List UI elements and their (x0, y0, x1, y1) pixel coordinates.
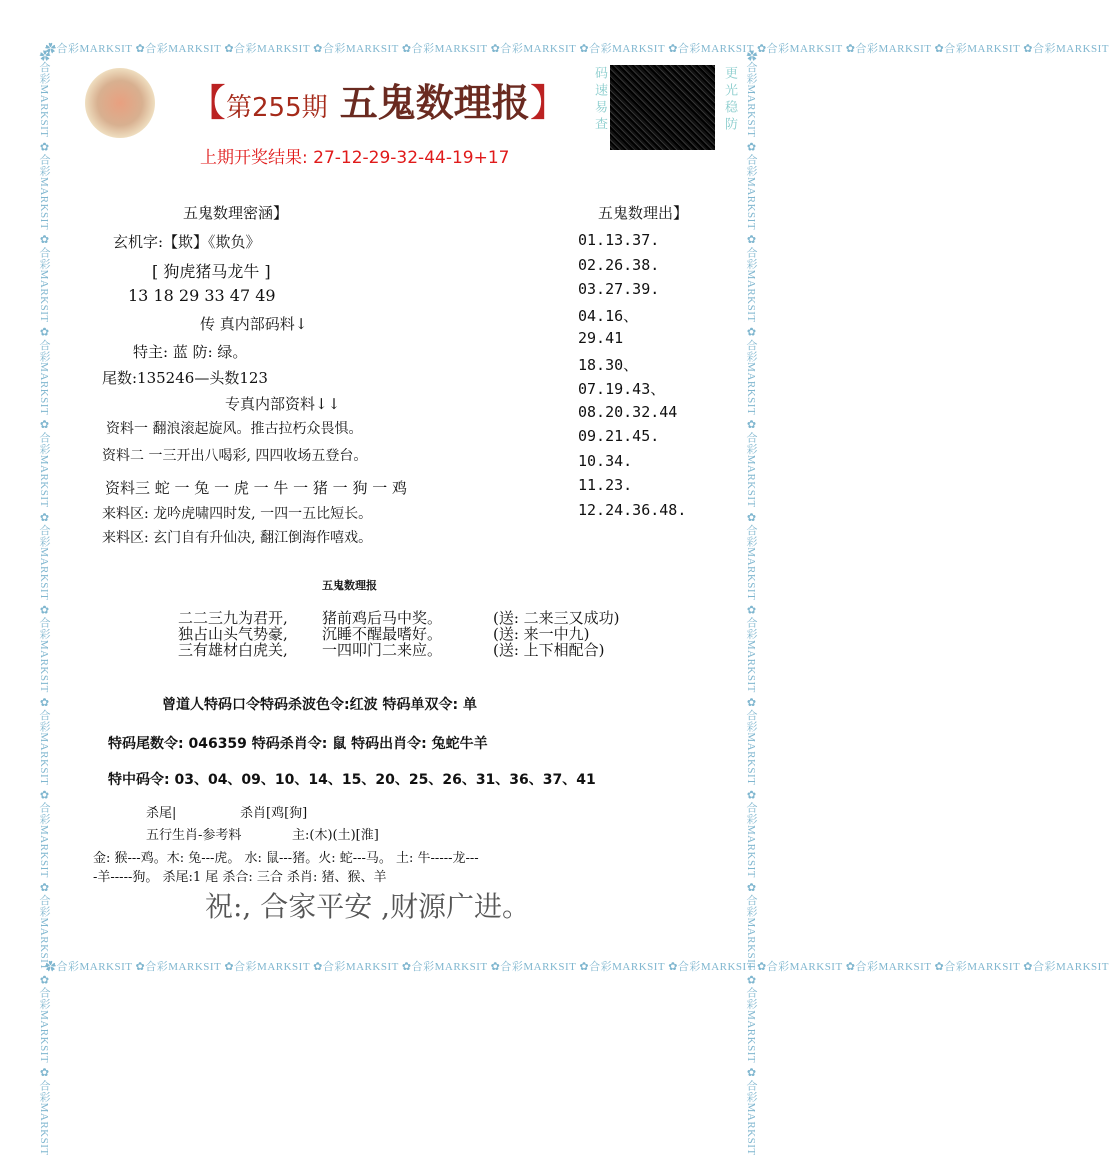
right-number-item: 11.23. (578, 476, 633, 494)
tezhu-text: 特主: 蓝 防: 绿。 (133, 343, 248, 361)
poem-heading: 五鬼数理报 (322, 579, 377, 592)
poem-cell: (送: 二来三又成功) (493, 609, 620, 627)
blessing: 祝:, 合家平安 ,财源广进。 (205, 890, 531, 923)
right-number-item: 07.19.43、 (578, 380, 666, 398)
code-line-3: 特中码令: 03、04、09、10、14、15、20、25、26、31、36、37、41 (108, 772, 596, 788)
poem-cell: 三有雄材白虎关, (178, 641, 288, 659)
xuanji-text: 玄机字:【欺】《欺负》 (113, 233, 261, 251)
right-number-item: 18.30、 (578, 355, 639, 374)
right-number-item: 03.27.39. (578, 280, 660, 298)
sha-wei: 杀尾| (146, 806, 177, 821)
source-line-1: 来料区: 龙吟虎啸四时发, 一四一五比短长。 (102, 506, 373, 522)
right-heading: 五鬼数理出】 (598, 204, 689, 222)
right-number-item: 12.24.36.48. (578, 500, 687, 519)
bracket-left: 【 (188, 81, 227, 125)
watermark-border-top: ✿合彩MARKSIT ✿合彩MARKSIT ✿合彩MARKSIT ✿合彩MARKSIT ✿合彩MARKSIT ✿合彩MARKSIT ✿合彩MARKSIT ✿合彩MARKSIT ✿合彩MARKSIT ✿合彩MARKSIT ✿合彩MARKSIT ✿合彩MARKSIT (45, 43, 1109, 55)
data-line-3: 资料三 蛇 一 兔 一 虎 一 牛 一 猪 一 狗 一 鸡 (105, 479, 407, 497)
right-number-item: 02.26.38. (578, 255, 660, 274)
right-number-item: 09.21.45. (578, 427, 660, 445)
right-number-item: 10.34. (578, 451, 633, 470)
last-result: 上期开奖结果: 27-12-29-32-44-19+17 (200, 148, 510, 168)
right-number-item: 04.16、 (578, 306, 639, 325)
number-list: 13 18 29 33 47 49 (128, 286, 276, 305)
qr-code-image (610, 65, 715, 150)
wuxing-label: 五行生肖-参考料 (146, 828, 242, 843)
side-text-right: 更光稳防 (722, 66, 737, 134)
right-number-item: 29.41 (578, 329, 624, 347)
element-line-1: 金: 猴---鸡。木: 兔---虎。 水: 鼠---猪。火: 蛇---马。 土: 牛-----龙--- (93, 851, 479, 866)
right-number-item: 01.13.37. (578, 231, 660, 249)
source-line-2: 来料区: 玄门自有升仙决, 翻江倒海作嘻戏。 (102, 530, 373, 546)
sha-xiao: 杀肖[鸡[狗] (240, 806, 308, 821)
fax-heading-1: 传 真内部码料↓ (200, 315, 308, 333)
avatar-photo (85, 68, 155, 138)
bracket-right: 】 (529, 81, 568, 125)
zodiac-list: [ 狗虎猪马龙牛 ] (152, 262, 271, 281)
poem-cell: (送: 来一中九) (493, 625, 590, 643)
zhu-label: 主:(木)(土)[淮] (292, 828, 379, 843)
fax-heading-2: 专真内部资料↓↓ (225, 395, 341, 413)
watermark-border-right: ✿合彩MARKSIT ✿合彩MARKSIT ✿合彩MARKSIT ✿合彩MARKSIT ✿合彩MARKSIT ✿合彩MARKSIT ✿合彩MARKSIT ✿合彩MARKSIT ✿合彩MARKSIT ✿合彩MARKSIT ✿合彩MARKSIT ✿合彩MARKSIT (745, 50, 757, 1156)
issue-number: 第255期 (226, 93, 328, 123)
side-text-left: 码速易查 (592, 66, 607, 134)
poem-cell: 沉睡不醒最嗜好。 (322, 625, 443, 643)
page-title (188, 72, 568, 127)
poem-cell: (送: 上下相配合) (493, 641, 605, 659)
code-line-1: 曾道人特码口令特码杀波色令:红波 特码单双令: 单 (162, 697, 477, 713)
poem-cell: 一四叩门二来应。 (322, 641, 443, 659)
title-text: 五鬼数理报 (339, 80, 530, 125)
code-line-2: 特码尾数令: 046359 特码杀肖令: 鼠 特码出肖令: 兔蛇牛羊 (108, 736, 488, 752)
data-line-1: 资料一 翻浪滚起旋风。推古拉朽众畏惧。 (106, 421, 363, 437)
right-number-item: 08.20.32.44 (578, 402, 678, 421)
data-line-2: 资料二 一三开出八喝彩, 四四收场五登台。 (102, 448, 368, 464)
poem-cell: 二二三九为君开, (178, 609, 288, 627)
poem-cell: 独占山头气势豪, (178, 625, 288, 643)
watermark-border-left: ✿合彩MARKSIT ✿合彩MARKSIT ✿合彩MARKSIT ✿合彩MARKSIT ✿合彩MARKSIT ✿合彩MARKSIT ✿合彩MARKSIT ✿合彩MARKSIT ✿合彩MARKSIT ✿合彩MARKSIT ✿合彩MARKSIT ✿合彩MARKSIT (38, 50, 50, 1156)
section-heading: 五鬼数理密涵】 (183, 204, 289, 222)
watermark-border-bottom: ✿合彩MARKSIT ✿合彩MARKSIT ✿合彩MARKSIT ✿合彩MARKSIT ✿合彩MARKSIT ✿合彩MARKSIT ✿合彩MARKSIT ✿合彩MARKSIT ✿合彩MARKSIT ✿合彩MARKSIT ✿合彩MARKSIT ✿合彩MARKSIT (45, 961, 1109, 973)
weishu-text: 尾数:135246—头数123 (102, 369, 268, 387)
poem-cell: 猪前鸡后马中奖。 (322, 609, 443, 627)
element-line-2: -羊-----狗。 杀尾:1 尾 杀合: 三合 杀肖: 猪、猴、羊 (93, 870, 387, 885)
